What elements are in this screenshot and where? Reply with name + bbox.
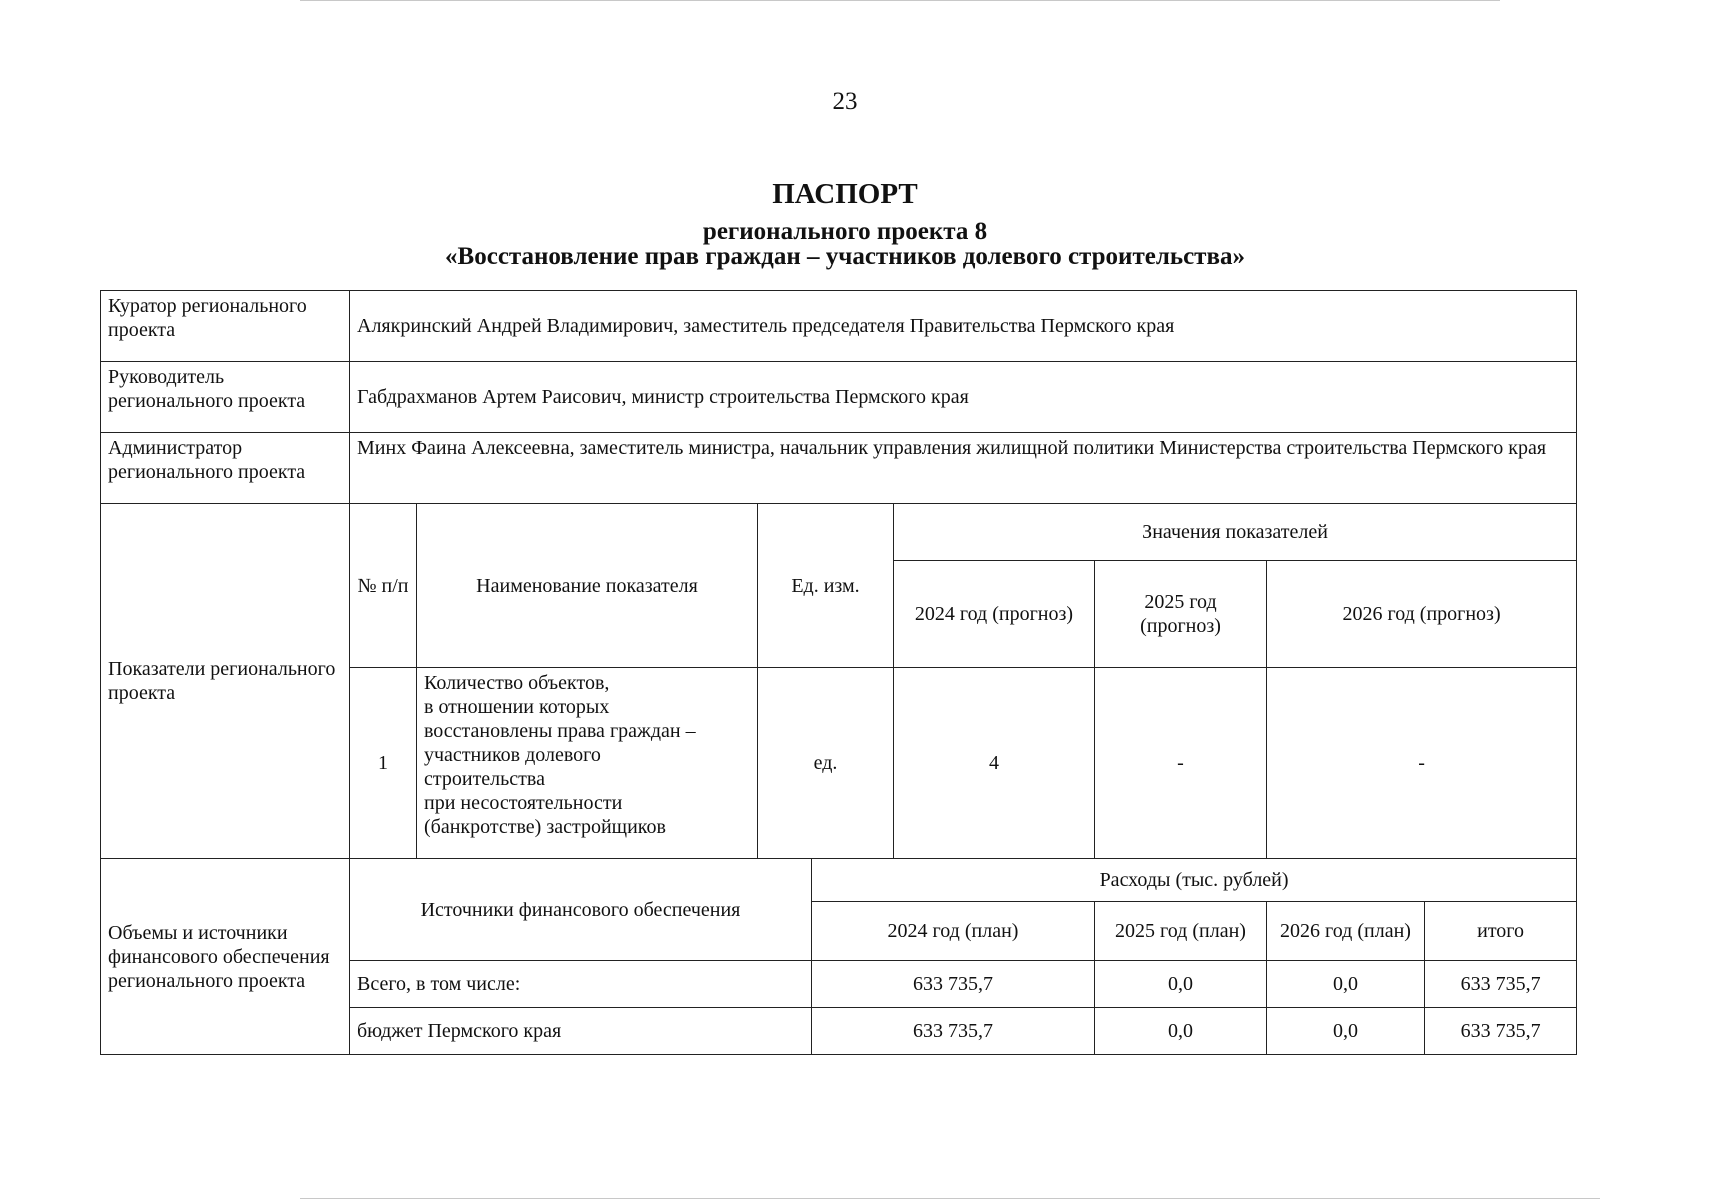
indicator-name-header: Наименование показателя	[417, 504, 758, 668]
indicator-name-line: при несостоятельности	[424, 792, 623, 814]
indicator-year-2025-header: 2025 год (прогноз)	[1095, 561, 1267, 668]
finance-total-header: итого	[1425, 902, 1577, 961]
indicator-name-line: (банкротстве) застройщиков	[424, 816, 666, 838]
curator-value: Алякринский Андрей Владимирович, заместитель председателя Правительства Пермского края	[350, 291, 1577, 362]
finance-value-total: 633 735,7	[1425, 1008, 1577, 1055]
administrator-row	[101, 433, 1577, 504]
finance-value-2026: 0,0	[1267, 1008, 1425, 1055]
finance-year-2024-header: 2024 год (план)	[812, 902, 1095, 961]
finance-expenses-header: Расходы (тыс. рублей)	[812, 859, 1577, 902]
leader-value: Габдрахманов Артем Раисович, министр строительства Пермского края	[350, 362, 1577, 433]
leader-label: Руководитель регионального проекта	[101, 362, 350, 433]
indicator-value-2026: -	[1267, 668, 1577, 859]
administrator-value: Минх Фаина Алексеевна, заместитель министра, начальник управления жилищной политики Министерства строительства Пермского края	[350, 433, 1577, 504]
finance-year-2025-header: 2025 год (план)	[1095, 902, 1267, 961]
curator-label: Куратор регионального проекта	[101, 291, 350, 362]
indicators-label: Показатели регионального проекта	[101, 504, 350, 859]
finance-source-header: Источники финансового обеспечения	[350, 859, 812, 961]
finance-source: Всего, в том числе:	[350, 961, 812, 1008]
page-number: 23	[832, 88, 858, 115]
document-subtitle-line2: «Восстановление прав граждан – участников долевого строительства»	[445, 243, 1245, 270]
finance-value-2024: 633 735,7	[812, 961, 1095, 1008]
indicator-number-header: № п/п	[350, 504, 417, 668]
finance-value-2026: 0,0	[1267, 961, 1425, 1008]
indicator-number: 1	[350, 668, 417, 859]
finance-year-2026-header: 2026 год (план)	[1267, 902, 1425, 961]
indicator-value-2024: 4	[894, 668, 1095, 859]
finance-label: Объемы и источники финансового обеспечения регионального проекта	[101, 859, 350, 1055]
finance-header-row	[101, 859, 1577, 902]
finance-value-total: 633 735,7	[1425, 961, 1577, 1008]
indicator-year-2024-header: 2024 год (прогноз)	[894, 561, 1095, 668]
finance-value-2024: 633 735,7	[812, 1008, 1095, 1055]
indicator-value-2025: -	[1095, 668, 1267, 859]
leader-row	[101, 362, 1577, 433]
passport-table	[100, 290, 1577, 1055]
indicator-unit: ед.	[758, 668, 894, 859]
indicator-name-line: в отношении которых	[424, 696, 610, 718]
indicator-name-line: строительства	[424, 768, 545, 790]
finance-value-2025: 0,0	[1095, 1008, 1267, 1055]
indicator-unit-header: Ед. изм.	[758, 504, 894, 668]
administrator-label: Администратор регионального проекта	[101, 433, 350, 504]
scan-edge-bottom	[300, 1198, 1600, 1199]
finance-value-2025: 0,0	[1095, 961, 1267, 1008]
indicator-year-2026-header: 2026 год (прогноз)	[1267, 561, 1577, 668]
indicator-values-header: Значения показателей	[894, 504, 1577, 561]
indicators-header-row	[101, 504, 1577, 561]
document-subtitle-line1: регионального проекта 8	[702, 218, 988, 245]
document-title: ПАСПОРТ	[772, 178, 918, 210]
indicator-name-line: участников долевого	[424, 744, 601, 766]
indicator-name-line: восстановлены права граждан –	[424, 720, 696, 742]
indicator-name	[417, 668, 758, 859]
scan-edge-top	[300, 0, 1500, 1]
finance-source: бюджет Пермского края	[350, 1008, 812, 1055]
curator-row	[101, 291, 1577, 362]
indicator-name-line: Количество объектов,	[424, 672, 610, 694]
